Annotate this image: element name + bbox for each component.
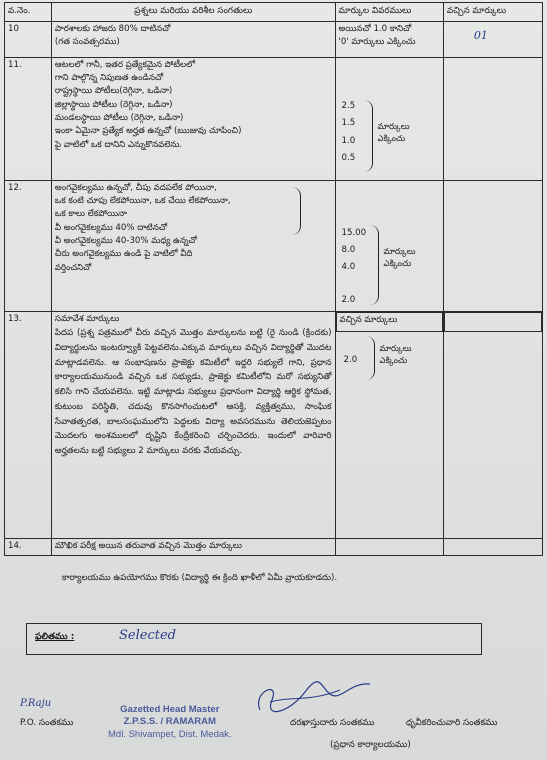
description-line: ఇంకా ఏమైనా ప్రత్యేక అర్హత ఉన్నచో (ఋజువు చూపించి) — [54, 126, 242, 137]
marks-table — [4, 2, 543, 556]
marks-value: 4.0 — [341, 262, 356, 272]
po-signature-label: P.O. సంతకము — [20, 718, 74, 728]
marks-value: 2.5 — [341, 100, 356, 111]
marks-values — [342, 225, 367, 310]
row-marks-obtained — [443, 180, 542, 311]
section-title: సమావేశ మార్కులు — [54, 313, 120, 324]
table-row — [5, 311, 543, 538]
marks-value: 1.5 — [341, 118, 356, 129]
note-line: మార్కులు — [383, 245, 416, 256]
row-description — [51, 180, 335, 311]
header-serial: వ.నెం. — [5, 3, 52, 22]
note-line: ఎక్కించు — [377, 133, 406, 144]
description-line: పై వాటిలో ఒక దానిని ఎన్నుకొనవలెను. — [54, 139, 183, 150]
description-line: వర్తించనిచో — [54, 262, 92, 273]
verifier-signature-label: ధృవీకరించువారి సంతకము — [406, 718, 498, 728]
result-value: Selected — [119, 628, 176, 643]
note-line: ఎక్కించు — [383, 258, 412, 269]
marks-value: 2.0 — [341, 295, 356, 306]
table-header-row — [5, 3, 543, 22]
row-number: 12. — [5, 180, 52, 311]
marks-value: 0.5 — [341, 153, 356, 164]
marks-line: అయినచో 1.0 కానిచో — [338, 23, 412, 34]
po-signature-scribble: P.Raju — [20, 698, 52, 709]
brace-symbol — [366, 336, 375, 380]
applicant-signature-label: దరఖాస్తుదారు సంతకము — [290, 718, 375, 728]
note-line: మార్కులు — [377, 120, 410, 131]
result-box — [26, 623, 482, 655]
description-line: పారశాలకు హాజరు 80% దాటినచో — [54, 23, 171, 34]
row-marks-details — [335, 311, 443, 538]
description-line: (గత సంవత్సరము) — [54, 36, 120, 47]
marks-values — [342, 98, 356, 168]
table-row — [5, 21, 543, 57]
table-row — [5, 538, 543, 555]
header-marks-obtained: వచ్చిన మార్కులు — [443, 3, 542, 22]
applicant-signature-scribble — [250, 672, 380, 718]
table-row — [5, 57, 543, 180]
row-description — [51, 21, 335, 57]
header-questions: ప్రశ్నలు మరియు వరిశీల సంగతులు — [51, 3, 335, 22]
note-line: మార్కులు — [379, 342, 412, 353]
office-use-note: కార్యాలయము ఉపయోగము కొరకు (విద్యార్థి ఈ క్రింది ఖాళీలో ఏమీ వ్రాయకూడదు). — [62, 573, 338, 583]
row-marks-obtained — [443, 538, 542, 555]
description-line: వీ అంగవైకల్యము 40-30% మధ్య ఉన్నచో — [54, 235, 197, 246]
row-marks-details — [335, 21, 443, 57]
header-marks-details: మార్కుల వివరములు — [335, 3, 443, 22]
stamp-line: Z.P.S.S. / RAMARAM — [123, 716, 216, 728]
row-marks-obtained — [443, 21, 542, 57]
marks-note — [380, 342, 412, 367]
description-line: ఒక కంటి చూపు లేకపోయినా, ఒక చేయి లేకపోయినా, — [54, 195, 231, 206]
marks-value: 8.0 — [341, 244, 356, 255]
marks-line: '0' మార్కులు ఎక్కించు — [338, 36, 416, 47]
row-marks-obtained — [443, 57, 542, 180]
row-description — [51, 311, 335, 538]
row-number: 10 — [5, 21, 52, 57]
marks-value: 2.0 — [343, 354, 358, 365]
interview-paragraph: పిదప (ప్రశ్న పత్రములో చీరు వచ్చిన మొత్తం మార్కులను బట్టి (రై నుండి (క్రిందకు) విద్యార్థులను ఇంటర్వ్యూకి పెట్టవలెను.ఎక్కువ మార్కులు వచ్చిన విద్యార్థితో మొదట మాట్లాడవలెను. ఆ సంభాషణను ప్రాజెక్టు కమిటీలో ఇద్దరి సభ్యులే గాని, ప్రధాన కార్యాలయమునుండి వచ్చిన ఒక సభ్యుడు, ప్రాజెక్టు కమిటీలోని మరో సభ్యునితో కలిసి గాని చేయవలెను. ఇట్టి మాట్లాడు సభ్యులు ప్రధానంగా విద్యార్థి ఆర్థిక స్థోమత, కుటుంబ పరిస్థితి, చదువు కొనసాగించుటలో ఆసక్తి, వ్యక్తిత్వము, సాంఘిక సేవాతత్పరత, బాలసంఘములోని పెద్దలకు విద్యా అవసరమును తెలియజెప్పటం మొదలగు అంశములలో దృష్టిని కేంద్రీకరించి చర్చించెదరు. ఇందులో వారివారి అర్హతలను బట్టి సభ్యులు 2 మార్కులు వరకు వేయవచ్చు. — [54, 327, 332, 457]
brace-symbol — [364, 100, 373, 172]
row-marks-details — [335, 57, 443, 180]
brace-symbol — [370, 225, 379, 305]
marks-value: 15.00 — [341, 227, 367, 238]
marks-note — [378, 120, 410, 145]
marks-value: 1.0 — [341, 135, 356, 146]
row-number: 13. — [5, 311, 52, 538]
stamp-line: Gazetted Head Master — [120, 704, 220, 715]
description-line: వీ అంగవైకల్యము 40% దాటినచో — [54, 222, 168, 233]
row-description — [51, 538, 335, 555]
row-number: 14. — [5, 538, 52, 555]
row-marks-details — [335, 180, 443, 311]
stamp-line: Mdl. Shivampet, Dist. Medak. — [108, 728, 232, 740]
row-marks-details — [335, 538, 443, 555]
description-line: ఆటలలో గానీ, ఇతర ప్రత్యేకమైన పోటీలలో — [54, 59, 195, 70]
table-row — [5, 180, 543, 311]
result-label: ఫలితము : — [35, 632, 75, 642]
description-line: ఒక కాలు లేకపోయినా — [54, 209, 127, 220]
description-line: మండలస్థాయి పోటీలు (రెగ్గినా, ఒడినా) — [54, 112, 184, 123]
subheader-label: వచ్చిన మార్కులు — [339, 314, 398, 325]
obtained-marks-subheader — [336, 312, 443, 332]
description-line: చీరు అంగవైకల్యము ఉండి పై వాటిలో వీది — [54, 249, 193, 260]
description-line: జిల్లాస్థాయి పోటీలు (రెగ్గినా, ఒడినా) — [54, 99, 173, 110]
note-line: ఎక్కించు — [379, 355, 408, 366]
description-line: అంగవైకల్యము ఉన్నచో, చీపు వదపలేక పోయినా, — [54, 182, 217, 193]
obtained-marks-subheader-cell — [444, 312, 542, 332]
row-marks-obtained — [443, 311, 542, 538]
head-office-label: (ప్రధాన కార్యాలయము) — [330, 740, 411, 750]
description-line: మౌఖిక పరీక్ష అయిన తరువాత వచ్చిన మొత్తం మార్కులు — [54, 540, 242, 551]
row-number: 11. — [5, 57, 52, 180]
brace-symbol — [292, 187, 301, 235]
description-line: రాష్ట్రస్థాయి పోటీలు(రెగ్గినా, ఒడినా) — [54, 86, 173, 97]
row-description — [51, 57, 335, 180]
school-stamp — [108, 704, 232, 741]
description-line: గాని పాల్గొన్న నిపుణత ఉండినచో — [54, 72, 164, 83]
marks-note — [384, 245, 416, 270]
handwritten-marks: 01 — [473, 28, 488, 42]
